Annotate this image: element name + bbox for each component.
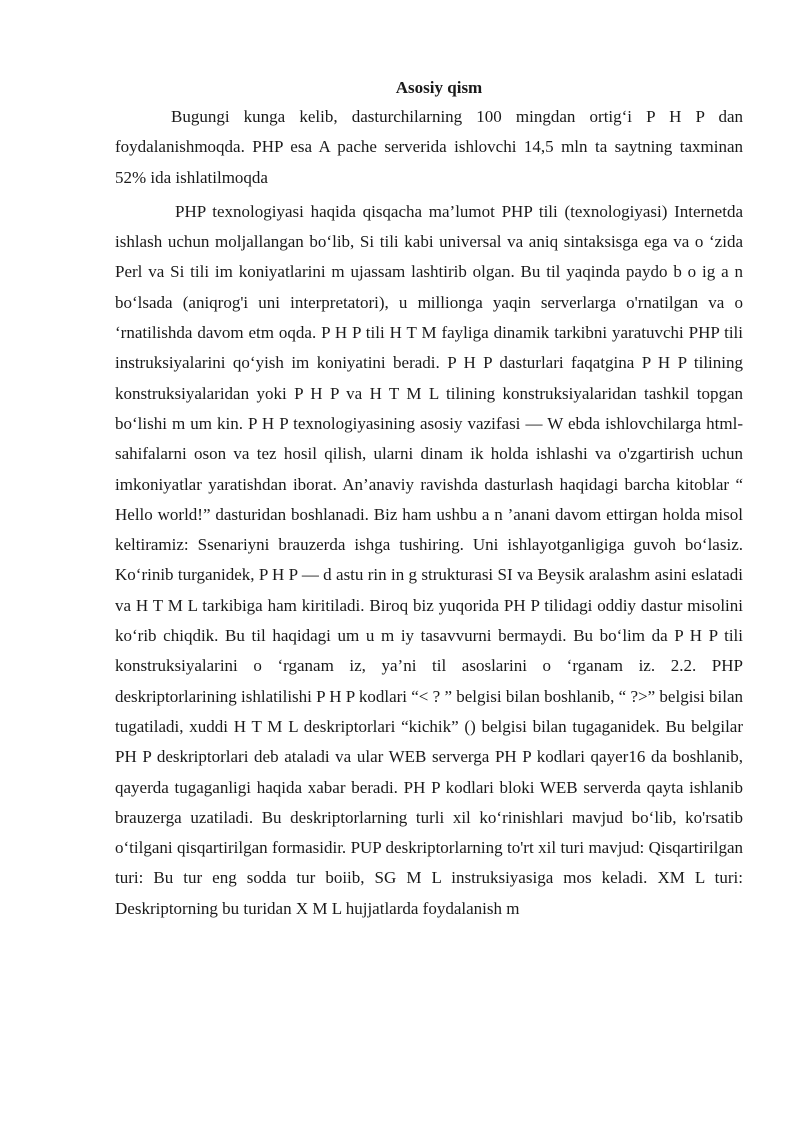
document-page — [115, 76, 743, 924]
body-paragraph: PHP texnologiyasi haqida qisqacha ma’lumot PHP tili (texnologiyasi) Internetda ishlash uchun moljallangan bo‘lib, Si tili kabi universal va aniq sintaksisga ega va o ‘zida Perl va Si tili im koniyatlarini m ujassam lashtirib olgan. Bu til yaqinda paydo b o ig a n bo‘lsada (aniqrog'i uni interpretatori), u millionga yaqin serverlarga o'rnatilgan va o ‘rnatilishda davom etm oqda. P H P tili H T M fayliga dinamik tarkibni yaratuvchi PHP tili instruksiyalarini qo‘yish im koniyatini beradi. P H P dasturlari faqatgina P H P tilining konstruksiyalaridan yoki P H P va H T M L tilining konstruksiyalaridan tashkil topgan bo‘lishi m um kin. P H P texnologiyasining asosiy vazifasi — W ebda ishlovchilarga html-sahifalarni oson va tez hosil qilish, ularni dinam ik holda ishlashi va o'zgartirish uchun imkoniyatlar yaratishdan iborat. An’anaviy ravishda dasturlash haqidagi barcha kitoblar “ Hello world!” dasturidan boshlanadi. Biz ham ushbu a n ’anani davom ettirgan holda misol keltiramiz: Ssenariyni brauzerda ishga tushiring. Uni ishlayotganligiga guvoh bo‘lasiz. Ko‘rinib turganidek, P H P — d astu rin in g strukturasi SI va Beysik aralashm asini eslatadi va H T M L tarkibiga ham kiritiladi. Biroq biz yuqorida PH P tilidagi oddiy dastur misolini ko‘rib chiqdik. Bu til haqidagi um u m iy tasavvurni bermaydi. Bu bo‘lim da P H P tili konstruksiyalarini o ‘rganam iz, ya’ni til asoslarini o ‘rganam iz. 2.2. PHP deskriptorlarining ishlatilishi P H P kodlari “< ? ” belgisi bilan boshlanib, “ ?>” belgisi bilan tugatiladi, xuddi H T M L deskriptorlari “kichik” () belgisi bilan tugaganidek. Bu belgilar PH P deskriptorlari deb ataladi va ular WEB serverga PH P kodlari qayer16 da boshlanib, qayerda tugaganligi haqida xabar beradi. PH P kodlari bloki WEB serverda qayta ishlanib brauzerga uzatiladi. Bu deskriptorlarning turli xil ko‘rinishlari mavjud bo‘lib, ko'rsatib o‘tilgani qisqartirilgan formasidir. PUP deskriptorlarning to'rt xil turi mavjud: Qisqartirilgan turi: Bu tur eng sodda tur boiib, SG M L instruksiyasiga mos keladi. XM L turi: Deskriptorning bu turidan X M L hujjatlarda foydalanish m — [115, 201, 743, 918]
intro-paragraph: Bugungi kunga kelib, dasturchilarning 100 mingdan ortig‘i P H P dan foydalanishmoqda. PHP esa A pache serverida ishlovchi 14,5 mln ta saytning taxminan 52% ida ishlatilmoqda — [115, 107, 743, 187]
section-heading: Asosiy qism — [395, 78, 483, 97]
